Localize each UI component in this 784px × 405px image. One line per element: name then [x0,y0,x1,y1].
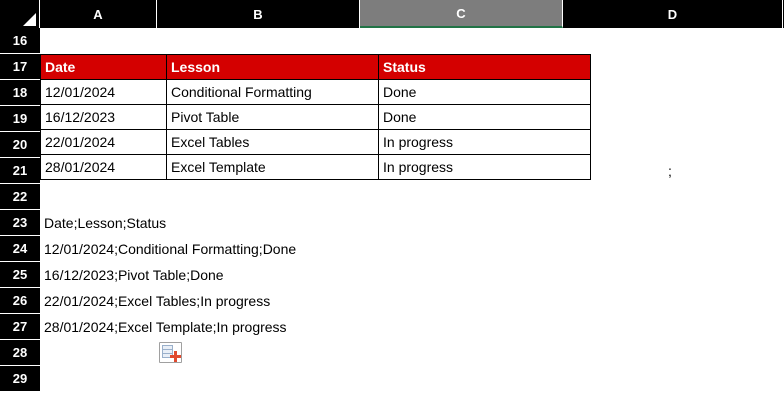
grid-row-28 [40,340,784,366]
grid-row-29 [40,366,784,392]
cell-c19[interactable]: Done [379,105,591,130]
grid-row-22 [40,184,784,210]
paste-plus-glyph-vertical [174,351,177,362]
cell-b19[interactable]: Pivot Table [167,105,379,130]
table-header-date[interactable]: Date [41,55,167,80]
grid-row-23 [40,210,784,236]
column-header-d[interactable]: D [563,0,783,28]
row-header-20[interactable]: 20 [0,132,40,158]
row-header-23[interactable]: 23 [0,210,40,236]
row-header-22[interactable]: 22 [0,184,40,210]
row-header-17[interactable]: 17 [0,54,40,80]
row-header-26[interactable]: 26 [0,288,40,314]
row-header-27[interactable]: 27 [0,314,40,340]
cell-a21[interactable]: 28/01/2024 [41,155,167,180]
cell-a25[interactable]: 16/12/2023;Pivot Table;Done [44,267,224,283]
grid-row-19 [40,106,784,132]
row-header-16[interactable]: 16 [0,28,40,54]
column-header-row [0,0,784,28]
grid-row-18 [40,80,784,106]
cell-c18[interactable]: Done [379,80,591,105]
column-header-b[interactable]: B [157,0,360,28]
cell-d21[interactable]: ; [668,163,672,179]
grid-row-25 [40,262,784,288]
cell-a18[interactable]: 12/01/2024 [41,80,167,105]
grid-row-21 [40,158,784,184]
row-header-column [0,28,40,392]
cell-b18[interactable]: Conditional Formatting [167,80,379,105]
cell-c21[interactable]: In progress [379,155,591,180]
grid-row-24 [40,236,784,262]
table-header-row [41,55,591,80]
grid-body [40,28,784,392]
grid-row-16 [40,28,784,54]
cell-a24[interactable]: 12/01/2024;Conditional Formatting;Done [44,241,297,257]
row-header-25[interactable]: 25 [0,262,40,288]
cell-b20[interactable]: Excel Tables [167,130,379,155]
table-header-status[interactable]: Status [379,55,591,80]
row-header-18[interactable]: 18 [0,80,40,106]
grid-row-27 [40,314,784,340]
paste-options-icon[interactable] [159,342,182,363]
row-header-29[interactable]: 29 [0,366,40,392]
grid-row-20 [40,132,784,158]
grid-row-17 [40,54,784,175]
column-header-a[interactable]: A [40,0,157,28]
cell-a19[interactable]: 16/12/2023 [41,105,167,130]
row-header-28[interactable]: 28 [0,340,40,366]
table-header-lesson[interactable]: Lesson [167,55,379,80]
select-all-corner[interactable] [0,0,40,28]
cell-a23[interactable]: Date;Lesson;Status [44,215,167,231]
grid-row-26 [40,288,784,314]
column-header-c[interactable]: C [360,0,563,28]
row-header-21[interactable]: 21 [0,158,40,184]
row-header-24[interactable]: 24 [0,236,40,262]
cell-c20[interactable]: In progress [379,130,591,155]
cell-b21[interactable]: Excel Template [167,155,379,180]
cell-a27[interactable]: 28/01/2024;Excel Template;In progress [44,319,287,335]
cell-a26[interactable]: 22/01/2024;Excel Tables;In progress [44,293,271,309]
row-header-19[interactable]: 19 [0,106,40,132]
cell-a20[interactable]: 22/01/2024 [41,130,167,155]
